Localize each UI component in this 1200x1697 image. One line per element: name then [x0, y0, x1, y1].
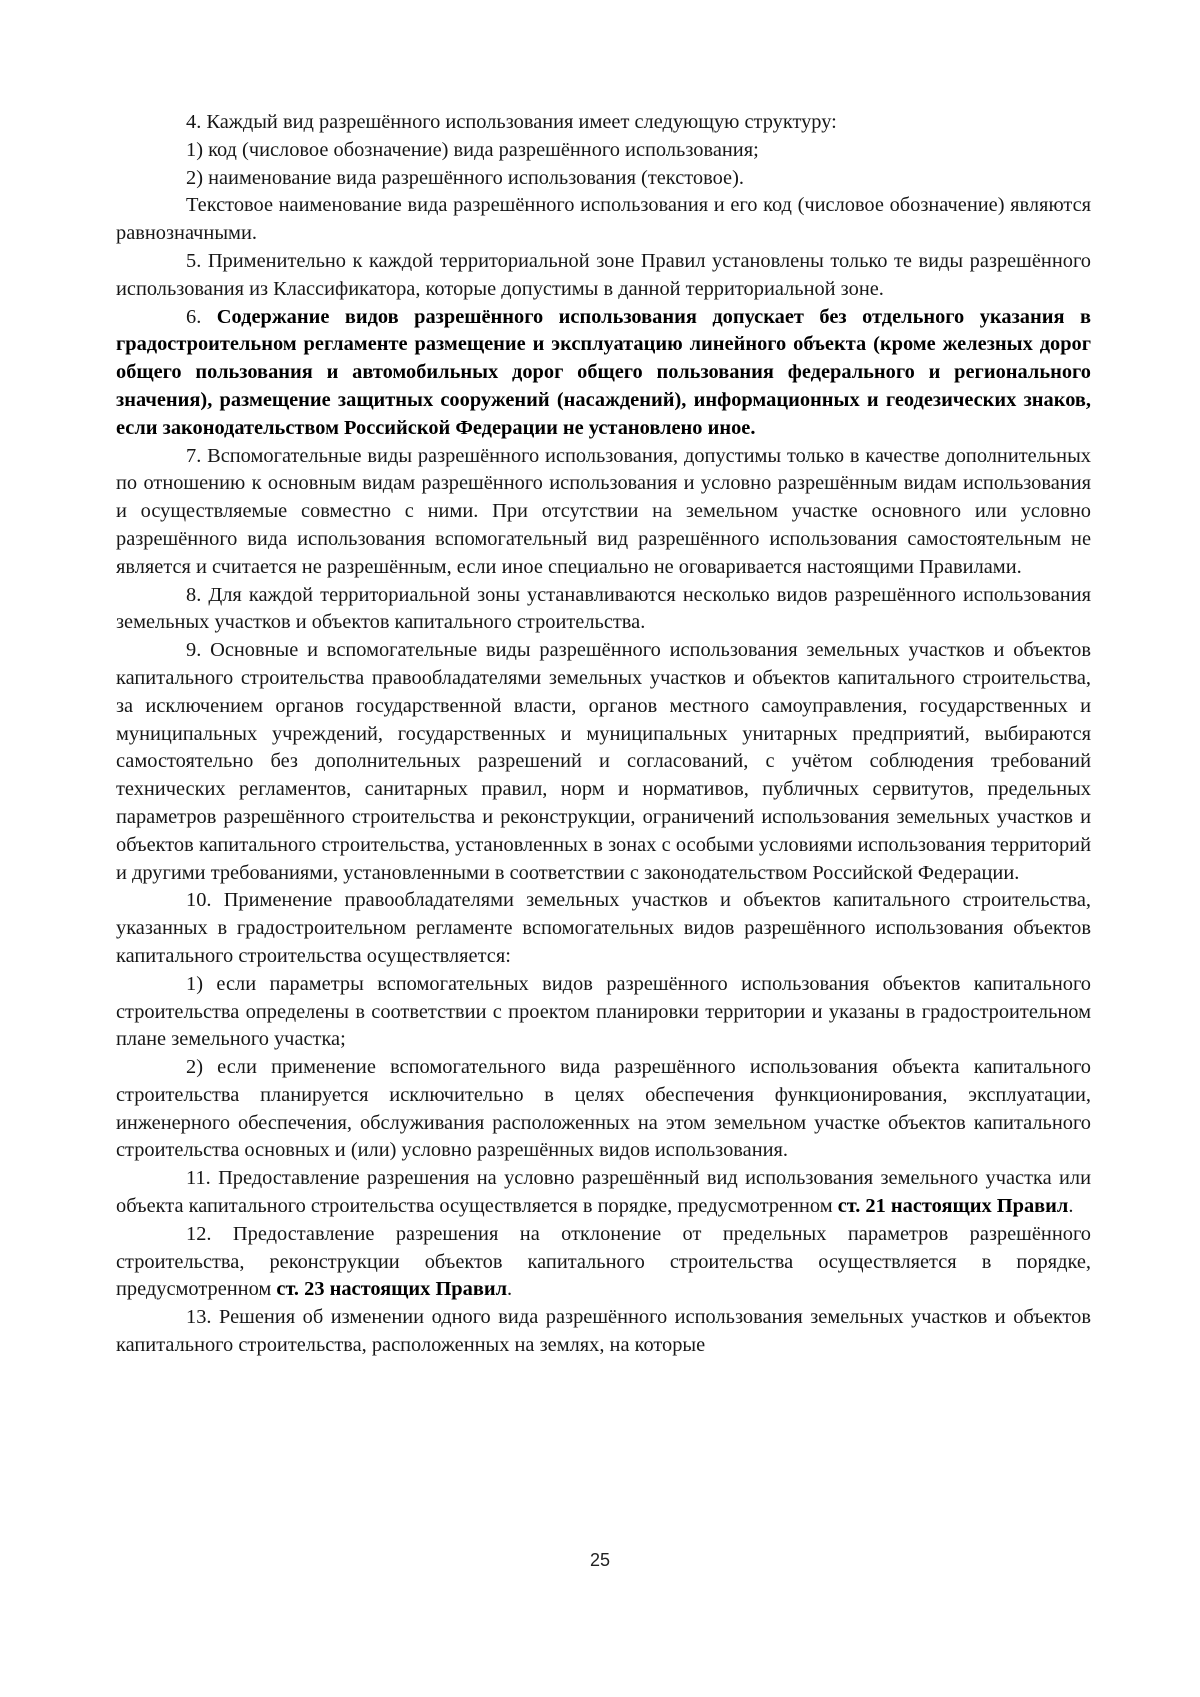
- paragraph-12: [116, 1221, 1091, 1304]
- paragraph-13: [116, 1304, 1091, 1360]
- paragraph-text: 11. Предоставление разрешения на условно разрешённый вид использования земельного участка или объекта капитального строительства осуществляется в порядке, предусмотренном: [116, 1167, 1091, 1218]
- paragraph-text: 1) код (числовое обозначение) вида разрешённого использования;: [186, 138, 759, 161]
- paragraph-10-item-2: [116, 1054, 1091, 1165]
- paragraph-6: [116, 304, 1091, 443]
- paragraph-7: [116, 443, 1091, 582]
- paragraph-text: 13. Решения об изменении одного вида разрешённого использования земельных участков и объектов капитального строительства, расположенных на землях, на которые: [116, 1306, 1091, 1357]
- paragraph-bold-text: Содержание видов разрешённого использования допускает без отдельного указания в градостроительном регламенте размещение и эксплуатацию линейного объекта (кроме железных дорог общего пользования и автомобильных дорог общего пользования федерального и регионального значения), размещение защитных сооружений (насаждений), информационных и геодезических знаков, если законодательством Российской Федерации не установлено иное.: [116, 305, 1091, 439]
- paragraph-11: [116, 1165, 1091, 1221]
- paragraph-text: 9. Основные и вспомогательные виды разрешённого использования земельных участков и объектов капитального строительства правообладателями земельных участков и объектов капитального строительства, за исключением органов государственной власти, органов местного самоуправления, государственных и муниципальных учреждений, государственных и муниципальных унитарных предприятий, выбираются самостоятельно без дополнительных разрешений и согласований, с учётом соблюдения требований технических регламентов, санитарных правил, норм и нормативов, публичных сервитутов, предельных параметров разрешённого строительства и реконструкции, ограничений использования земельных участков и объектов капитального строительства, установленных в зонах с особыми условиями использования территорий и другими требованиями, установленными в соответствии с законодательством Российской Федерации.: [116, 639, 1091, 884]
- paragraph-4: [116, 109, 1091, 137]
- paragraph-text: 1) если параметры вспомогательных видов разрешённого использования объектов капитального строительства определены в соответствии с проектом планировки территории и указаны в градостроительном плане земельного участка;: [116, 972, 1091, 1051]
- paragraph-4-item-1: [116, 137, 1091, 165]
- paragraph-text: 8. Для каждой территориальной зоны устанавливаются несколько видов разрешённого использования земельных участков и объектов капитального строительства.: [116, 583, 1091, 634]
- paragraph-9: [116, 637, 1091, 887]
- paragraph-text: Текстовое наименование вида разрешённого использования и его код (числовое обозначение) являются равнозначными.: [116, 194, 1091, 245]
- paragraph-text: 2) если применение вспомогательного вида разрешённого использования объекта капитального строительства планируется исключительно в целях обеспечения функционирования, эксплуатации, инженерного обеспечения, обслуживания расположенных на этом земельном участке объектов капитального строительства основных и (или) условно разрешённых видов использования.: [116, 1056, 1091, 1162]
- paragraph-tail: .: [1068, 1195, 1074, 1218]
- paragraph-number: 6.: [186, 305, 217, 328]
- article-reference: ст. 23 настоящих Правил: [276, 1278, 508, 1301]
- paragraph-10: [116, 887, 1091, 970]
- paragraph-text: 2) наименование вида разрешённого использования (текстовое).: [186, 166, 744, 189]
- paragraph-text: 5. Применительно к каждой территориальной зоне Правил установлены только те виды разрешённого использования из Классификатора, которые допустимы в данной территориальной зоне.: [116, 249, 1091, 300]
- paragraph-4-note: [116, 192, 1091, 248]
- article-reference: ст. 21 настоящих Правил: [837, 1195, 1069, 1218]
- paragraph-4-item-2: [116, 165, 1091, 193]
- paragraph-text: 12. Предоставление разрешения на отклонение от предельных параметров разрешённого строительства, реконструкции объектов капитального строительства осуществляется в порядке, предусмотренном: [116, 1222, 1091, 1301]
- paragraph-10-item-1: [116, 971, 1091, 1054]
- paragraph-text: 7. Вспомогательные виды разрешённого использования, допустимы только в качестве дополнительных по отношению к основным видам разрешённого использования и условно разрешённым видам использования и осуществляемые совместно с ними. При отсутствии на земельном участке основного или условно разрешённого вида использования вспомогательный вид разрешённого использования самостоятельным не является и считается не разрешённым, если иное специально не оговаривается настоящими Правилами.: [116, 444, 1091, 578]
- document-page: [116, 109, 1091, 1360]
- paragraph-5: [116, 248, 1091, 304]
- paragraph-8: [116, 582, 1091, 638]
- paragraph-tail: .: [507, 1278, 513, 1301]
- paragraph-text: 10. Применение правообладателями земельных участков и объектов капитального строительства, указанных в градостроительном регламенте вспомогательных видов разрешённого использования объектов капитального строительства осуществляется:: [116, 889, 1091, 967]
- paragraph-text: 4. Каждый вид разрешённого использования имеет следующую структуру:: [186, 111, 837, 133]
- page-number: 25: [589, 1550, 611, 1570]
